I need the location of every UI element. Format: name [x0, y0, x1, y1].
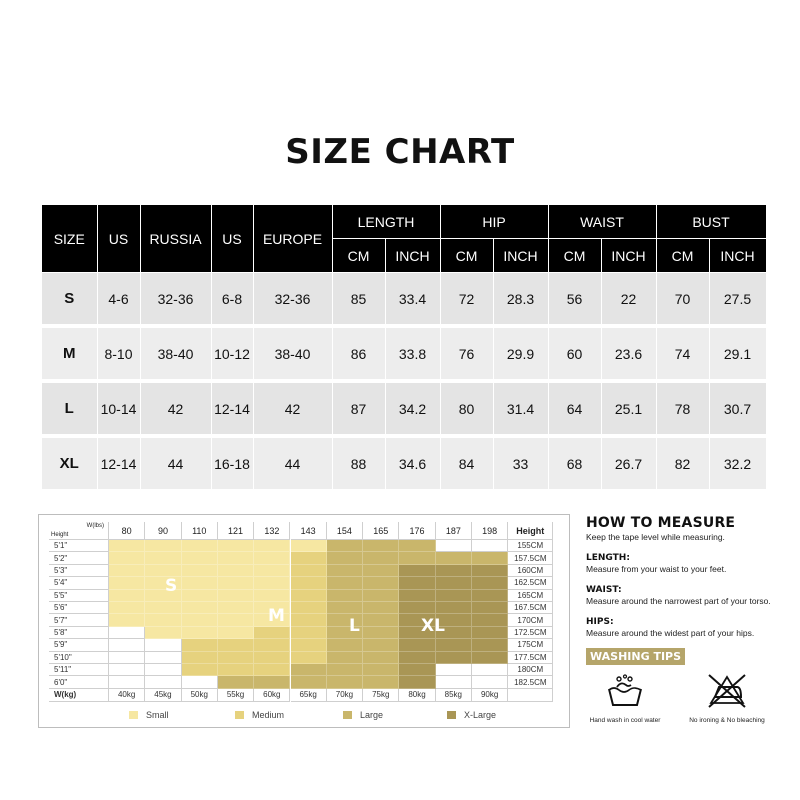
table-cell: 26.7: [601, 436, 656, 491]
table-cell: 34.2: [385, 381, 440, 436]
grid-cell: [472, 540, 508, 552]
grid-cell: [363, 590, 399, 602]
no-iron-caption: No ironing & No bleaching: [689, 717, 765, 724]
height-cm-label: 177.5CM: [508, 652, 553, 664]
kg-label: 75kg: [363, 689, 399, 702]
table-cell: 33: [493, 436, 548, 491]
table-cell: 74: [656, 326, 709, 381]
grid-cell: [363, 565, 399, 577]
table-cell: 88: [332, 436, 385, 491]
kg-label: 60kg: [254, 689, 290, 702]
waist-text: Measure around the narrowest part of your torso.: [586, 596, 771, 606]
legend-swatch-xlarge: [447, 711, 456, 719]
table-cell: 82: [656, 436, 709, 491]
waist-heading: WAIST:: [586, 585, 622, 595]
length-heading: LENGTH:: [586, 553, 630, 563]
washing-tips-badge: WASHING TIPS: [586, 648, 685, 665]
grid-cell: [182, 552, 218, 564]
grid-cell: [254, 664, 290, 676]
grid-cell: [472, 602, 508, 614]
table-row: [42, 326, 766, 381]
header-length: LENGTH: [332, 205, 440, 239]
hips-heading: HIPS:: [586, 617, 614, 627]
legend-swatch-medium: [235, 711, 244, 719]
table-cell: 16-18: [211, 436, 253, 491]
grid-cell: [472, 664, 508, 676]
grid-cell: [145, 652, 181, 664]
lbs-header: 110: [182, 522, 218, 540]
grid-cell: [436, 577, 472, 589]
grid-cell: [109, 627, 145, 639]
height-ft-label: 5'2": [49, 552, 109, 564]
grid-cell: [254, 577, 290, 589]
table-cell: 78: [656, 381, 709, 436]
page-title: SIZE CHART: [285, 132, 515, 172]
size-cell: S: [42, 273, 97, 327]
height-ft-label: 5'8": [49, 627, 109, 639]
height-ft-label: 5'7": [49, 614, 109, 626]
grid-cell: [109, 577, 145, 589]
grid-cell: [399, 540, 435, 552]
grid-cell: [399, 602, 435, 614]
grid-cell: [254, 540, 290, 552]
grid-cell: [218, 639, 254, 651]
grid-cell: [436, 602, 472, 614]
grid-cell: [218, 652, 254, 664]
grid-cell: [327, 639, 363, 651]
grid-cell: [327, 577, 363, 589]
grid-cell: [436, 676, 472, 688]
table-cell: 32-36: [140, 273, 211, 327]
washing-icons: [586, 673, 786, 743]
grid-cell: [291, 552, 327, 564]
grid-cell: [218, 602, 254, 614]
table-cell: 85: [332, 273, 385, 327]
table-cell: 42: [140, 381, 211, 436]
height-ft-label: 6'0": [49, 676, 109, 688]
grid-cell: [472, 627, 508, 639]
table-cell: 87: [332, 381, 385, 436]
kg-label: 65kg: [291, 689, 327, 702]
how-to-measure-subtitle: Keep the tape level while measuring.: [586, 532, 725, 542]
grid-cell: [327, 565, 363, 577]
header-cm: CM: [656, 239, 709, 273]
lbs-header: 80: [109, 522, 145, 540]
grid-cell: [254, 590, 290, 602]
grid-cell: [399, 577, 435, 589]
table-row: [42, 436, 766, 491]
grid-cell: [291, 590, 327, 602]
grid-cell: [218, 552, 254, 564]
table-cell: 42: [253, 381, 332, 436]
grid-cell: [327, 664, 363, 676]
grid-cell: [254, 565, 290, 577]
legend-label: Large: [360, 710, 384, 720]
table-cell: 84: [440, 436, 493, 491]
zone-label-l: L: [349, 616, 360, 636]
grid-cell: [109, 676, 145, 688]
corner-weight-label: W(lbs): [86, 523, 104, 529]
table-cell: 60: [548, 326, 601, 381]
grid-cell: [218, 565, 254, 577]
grid-cell: [182, 590, 218, 602]
table-cell: 32.2: [709, 436, 766, 491]
header-bust: BUST: [656, 205, 766, 239]
header-size: SIZE: [42, 205, 97, 273]
grid-cell: [218, 577, 254, 589]
weight-height-chart: [38, 514, 570, 728]
grid-cell: [182, 614, 218, 626]
grid-cell: [145, 639, 181, 651]
table-cell: 33.8: [385, 326, 440, 381]
grid-cell: [399, 552, 435, 564]
grid-cell: [363, 552, 399, 564]
grid-cell: [327, 590, 363, 602]
table-cell: 32-36: [253, 273, 332, 327]
grid-cell: [291, 577, 327, 589]
hand-wash-icon: [603, 673, 647, 709]
grid-cell: [291, 639, 327, 651]
grid-cell: [399, 565, 435, 577]
table-cell: 12-14: [97, 436, 140, 491]
kg-label: 70kg: [327, 689, 363, 702]
table-cell: 70: [656, 273, 709, 327]
lbs-header: 165: [363, 522, 399, 540]
lbs-header: 143: [291, 522, 327, 540]
grid-cell: [363, 602, 399, 614]
table-cell: 29.1: [709, 326, 766, 381]
grid-cell: [363, 540, 399, 552]
header-waist: WAIST: [548, 205, 656, 239]
table-cell: 30.7: [709, 381, 766, 436]
grid-cell: [218, 540, 254, 552]
grid-cell: [327, 652, 363, 664]
grid-cell: [363, 664, 399, 676]
grid-cell: [472, 676, 508, 688]
grid-cell: [472, 639, 508, 651]
grid-cell: [109, 565, 145, 577]
table-cell: 28.3: [493, 273, 548, 327]
weight-kg-label: W(kg): [49, 689, 109, 702]
table-cell: 38-40: [140, 326, 211, 381]
grid-cell: [145, 676, 181, 688]
grid-cell: [291, 614, 327, 626]
table-cell: 44: [140, 436, 211, 491]
grid-cell: [254, 676, 290, 688]
grid-cell: [399, 676, 435, 688]
grid-cell: [145, 540, 181, 552]
grid-cell: [363, 627, 399, 639]
height-ft-label: 5'9": [49, 639, 109, 651]
table-cell: 31.4: [493, 381, 548, 436]
header-inch: INCH: [709, 239, 766, 273]
legend-label: Small: [146, 710, 169, 720]
legend-medium: [235, 710, 284, 720]
grid-cell: [109, 652, 145, 664]
table-cell: 8-10: [97, 326, 140, 381]
table-cell: 86: [332, 326, 385, 381]
grid-cell: [291, 565, 327, 577]
grid-cell: [436, 652, 472, 664]
legend-swatch-large: [343, 711, 352, 719]
table-cell: 29.9: [493, 326, 548, 381]
grid-cell: [472, 590, 508, 602]
lbs-header: 187: [436, 522, 472, 540]
how-to-measure-title: HOW TO MEASURE: [586, 515, 736, 531]
grid-cell: [254, 652, 290, 664]
height-ft-label: 5'5": [49, 590, 109, 602]
grid-cell: [436, 639, 472, 651]
table-cell: 44: [253, 436, 332, 491]
height-header: Height: [508, 522, 553, 540]
height-cm-label: 182.5CM: [508, 676, 553, 688]
grid-cell: [291, 676, 327, 688]
lbs-header: 90: [145, 522, 181, 540]
grid-cell: [436, 565, 472, 577]
grid-cell: [109, 552, 145, 564]
grid-cell: [182, 565, 218, 577]
grid-cell: [399, 664, 435, 676]
grid-corner: [49, 522, 109, 540]
size-cell: L: [42, 381, 97, 436]
lbs-header: 176: [399, 522, 435, 540]
grid-cell: [254, 627, 290, 639]
grid-cell: [363, 614, 399, 626]
grid-cell: [327, 540, 363, 552]
legend-label: Medium: [252, 710, 285, 720]
grid-cell: [472, 552, 508, 564]
height-ft-label: 5'11": [49, 664, 109, 676]
kg-label: 50kg: [182, 689, 218, 702]
grid-cell: [291, 540, 327, 552]
legend-swatch-small: [129, 711, 138, 719]
grid-cell: [436, 540, 472, 552]
grid-cell: [472, 565, 508, 577]
zone-label-m: M: [268, 606, 285, 626]
grid-cell: [254, 552, 290, 564]
length-text: Measure from your waist to your feet.: [586, 564, 727, 574]
grid-cell: [182, 540, 218, 552]
grid-cell: [218, 664, 254, 676]
grid-cell: [218, 676, 254, 688]
height-cm-label: 165CM: [508, 590, 553, 602]
grid-cell: [327, 602, 363, 614]
header-cm: CM: [548, 239, 601, 273]
no-iron-no-bleach-icon: [705, 673, 749, 709]
legend-large: [343, 710, 383, 720]
table-cell: 12-14: [211, 381, 253, 436]
grid-cell: [109, 614, 145, 626]
grid-cell: [436, 552, 472, 564]
header-inch: INCH: [601, 239, 656, 273]
grid-cell: [182, 639, 218, 651]
how-to-measure-panel: [586, 515, 786, 743]
height-ft-label: 5'3": [49, 565, 109, 577]
kg-label: 55kg: [218, 689, 254, 702]
grid-cell: [327, 552, 363, 564]
table-row: [42, 273, 766, 327]
kg-label: 40kg: [109, 689, 145, 702]
grid-cell: [291, 652, 327, 664]
kg-spacer: [508, 689, 553, 702]
hand-wash-caption: Hand wash in cool water: [589, 717, 661, 724]
table-cell: 38-40: [253, 326, 332, 381]
table-cell: 10-12: [211, 326, 253, 381]
grid-cell: [291, 602, 327, 614]
height-cm-label: 175CM: [508, 639, 553, 651]
legend-label: X-Large: [464, 710, 497, 720]
height-cm-label: 160CM: [508, 565, 553, 577]
table-cell: 33.4: [385, 273, 440, 327]
header-europe: EUROPE: [253, 205, 332, 273]
table-cell: 76: [440, 326, 493, 381]
grid-cell: [363, 676, 399, 688]
header-cm: CM: [440, 239, 493, 273]
grid-cell: [145, 602, 181, 614]
table-cell: 80: [440, 381, 493, 436]
hand-wash-block: [580, 673, 670, 724]
no-iron-block: [682, 673, 772, 724]
grid-cell: [182, 676, 218, 688]
grid-cell: [363, 652, 399, 664]
table-cell: 68: [548, 436, 601, 491]
grid-cell: [291, 627, 327, 639]
table-cell: 25.1: [601, 381, 656, 436]
header-cm: CM: [332, 239, 385, 273]
grid-cell: [472, 652, 508, 664]
header-inch: INCH: [385, 239, 440, 273]
grid-cell: [218, 614, 254, 626]
lbs-header: 132: [254, 522, 290, 540]
height-cm-label: 157.5CM: [508, 552, 553, 564]
height-ft-label: 5'10": [49, 652, 109, 664]
height-cm-label: 155CM: [508, 540, 553, 552]
height-ft-label: 5'1": [49, 540, 109, 552]
table-cell: 22: [601, 273, 656, 327]
grid-cell: [109, 540, 145, 552]
table-cell: 56: [548, 273, 601, 327]
height-cm-label: 162.5CM: [508, 577, 553, 589]
table-cell: 34.6: [385, 436, 440, 491]
size-cell: M: [42, 326, 97, 381]
table-cell: 6-8: [211, 273, 253, 327]
grid-cell: [145, 664, 181, 676]
grid-cell: [182, 577, 218, 589]
grid-cell: [145, 627, 181, 639]
header-russia: RUSSIA: [140, 205, 211, 273]
table-cell: 72: [440, 273, 493, 327]
grid-cell: [109, 639, 145, 651]
grid-cell: [109, 590, 145, 602]
grid-cell: [291, 664, 327, 676]
table-cell: 23.6: [601, 326, 656, 381]
corner-height-label: Height: [51, 532, 69, 538]
grid-cell: [182, 664, 218, 676]
grid-cell: [436, 664, 472, 676]
grid-cell: [363, 577, 399, 589]
grid-cell: [109, 664, 145, 676]
table-cell: 4-6: [97, 273, 140, 327]
table-row: [42, 381, 766, 436]
grid-cell: [327, 676, 363, 688]
grid-cell: [472, 577, 508, 589]
grid-cell: [182, 602, 218, 614]
hips-text: Measure around the widest part of your hips.: [586, 628, 755, 638]
kg-label: 85kg: [436, 689, 472, 702]
grid-cell: [218, 590, 254, 602]
grid-cell: [182, 652, 218, 664]
height-cm-label: 167.5CM: [508, 602, 553, 614]
legend-xlarge: [447, 710, 496, 720]
grid-cell: [363, 639, 399, 651]
grid-cell: [472, 614, 508, 626]
legend-small: [129, 710, 169, 720]
height-cm-label: 170CM: [508, 614, 553, 626]
height-cm-label: 180CM: [508, 664, 553, 676]
grid-cell: [254, 639, 290, 651]
size-cell: XL: [42, 436, 97, 491]
header-hip: HIP: [440, 205, 548, 239]
kg-label: 80kg: [399, 689, 435, 702]
kg-label: 45kg: [145, 689, 181, 702]
lbs-header: 121: [218, 522, 254, 540]
grid-cell: [182, 627, 218, 639]
lbs-header: 154: [327, 522, 363, 540]
grid-cell: [218, 627, 254, 639]
zone-label-xl: XL: [421, 616, 445, 636]
height-cm-label: 172.5CM: [508, 627, 553, 639]
height-ft-label: 5'4": [49, 577, 109, 589]
zone-label-s: S: [165, 576, 178, 596]
header-inch: INCH: [493, 239, 548, 273]
grid-cell: [399, 639, 435, 651]
grid-cell: [399, 652, 435, 664]
grid-cell: [109, 602, 145, 614]
table-cell: 64: [548, 381, 601, 436]
grid-cell: [399, 590, 435, 602]
table-cell: 10-14: [97, 381, 140, 436]
height-ft-label: 5'6": [49, 602, 109, 614]
header-us: US: [97, 205, 140, 273]
size-table: [42, 205, 767, 493]
table-cell: 27.5: [709, 273, 766, 327]
header-us-2: US: [211, 205, 253, 273]
grid-cell: [436, 590, 472, 602]
grid-cell: [145, 614, 181, 626]
grid-cell: [145, 552, 181, 564]
lbs-header: 198: [472, 522, 508, 540]
kg-label: 90kg: [472, 689, 508, 702]
